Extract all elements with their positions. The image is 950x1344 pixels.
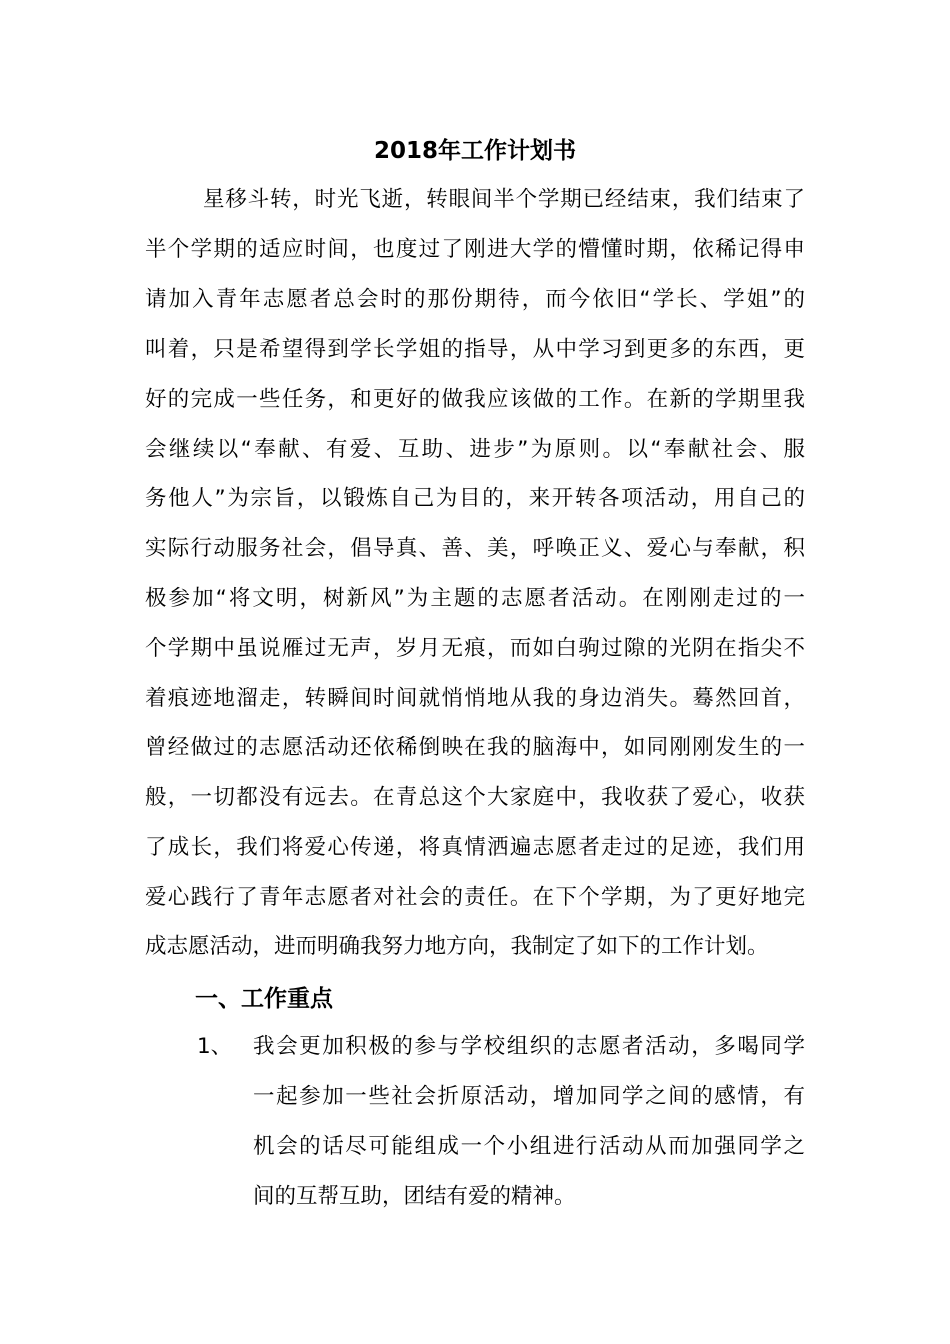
list-item-line: 我会更加积极的参与学校组织的志愿者活动，多喝同学 [253, 1034, 805, 1059]
intro-line: 实际行动服务社会，倡导真、善、美，呼唤正义、爱心与奉献，积 [145, 536, 805, 561]
intro-line: 半个学期的适应时间，也度过了刚进大学的懵懂时期，依稀记得申 [145, 237, 805, 262]
intro-line: 极参加“将文明，树新风”为主题的志愿者活动。在刚刚走过的一 [145, 586, 805, 611]
intro-line: 叫着，只是希望得到学长学姐的指导，从中学习到更多的东西，更 [145, 337, 805, 362]
intro-line: 请加入青年志愿者总会时的那份期待，而今依旧“学长、学姐”的 [145, 287, 805, 312]
intro-line: 务他人”为宗旨，以锻炼自己为目的，来开转各项活动，用自己的 [145, 486, 805, 511]
intro-line: 好的完成一些任务，和更好的做我应该做的工作。在新的学期里我 [145, 387, 805, 412]
intro-line: 爱心践行了青年志愿者对社会的责任。在下个学期，为了更好地完 [145, 885, 805, 910]
intro-line: 般，一切都没有远去。在青总这个大家庭中，我收获了爱心，收获 [145, 785, 805, 810]
list-item-line: 间的互帮互助，团结有爱的精神。 [253, 1184, 576, 1209]
intro-line: 了成长，我们将爱心传递，将真情洒遍志愿者走过的足迹，我们用 [145, 835, 805, 860]
intro-line: 会继续以“奉献、有爱、互助、进步”为原则。以“奉献社会、服 [145, 437, 805, 462]
intro-line: 曾经做过的志愿活动还依稀倒映在我的脑海中，如同刚刚发生的一 [145, 735, 805, 760]
list-item-line: 一起参加一些社会折原活动，增加同学之间的感情，有 [253, 1084, 805, 1109]
intro-line: 个学期中虽说雁过无声，岁月无痕，而如白驹过隙的光阴在指尖不 [145, 636, 805, 661]
intro-line: 星移斗转，时光飞逝，转眼间半个学期已经结束，我们结束了 [203, 187, 805, 212]
intro-line: 着痕迹地溜走，转瞬间时间就悄悄地从我的身边消失。蓦然回首， [145, 686, 805, 711]
section-heading: 一、工作重点 [195, 986, 333, 1012]
list-item-number: 1、 [197, 1034, 233, 1059]
intro-line: 成志愿活动，进而明确我努力地方向，我制定了如下的工作计划。 [145, 934, 769, 959]
list-item-line: 机会的话尽可能组成一个小组进行活动从而加强同学之 [253, 1134, 805, 1159]
document-title: 2018年工作计划书 [373, 138, 576, 164]
